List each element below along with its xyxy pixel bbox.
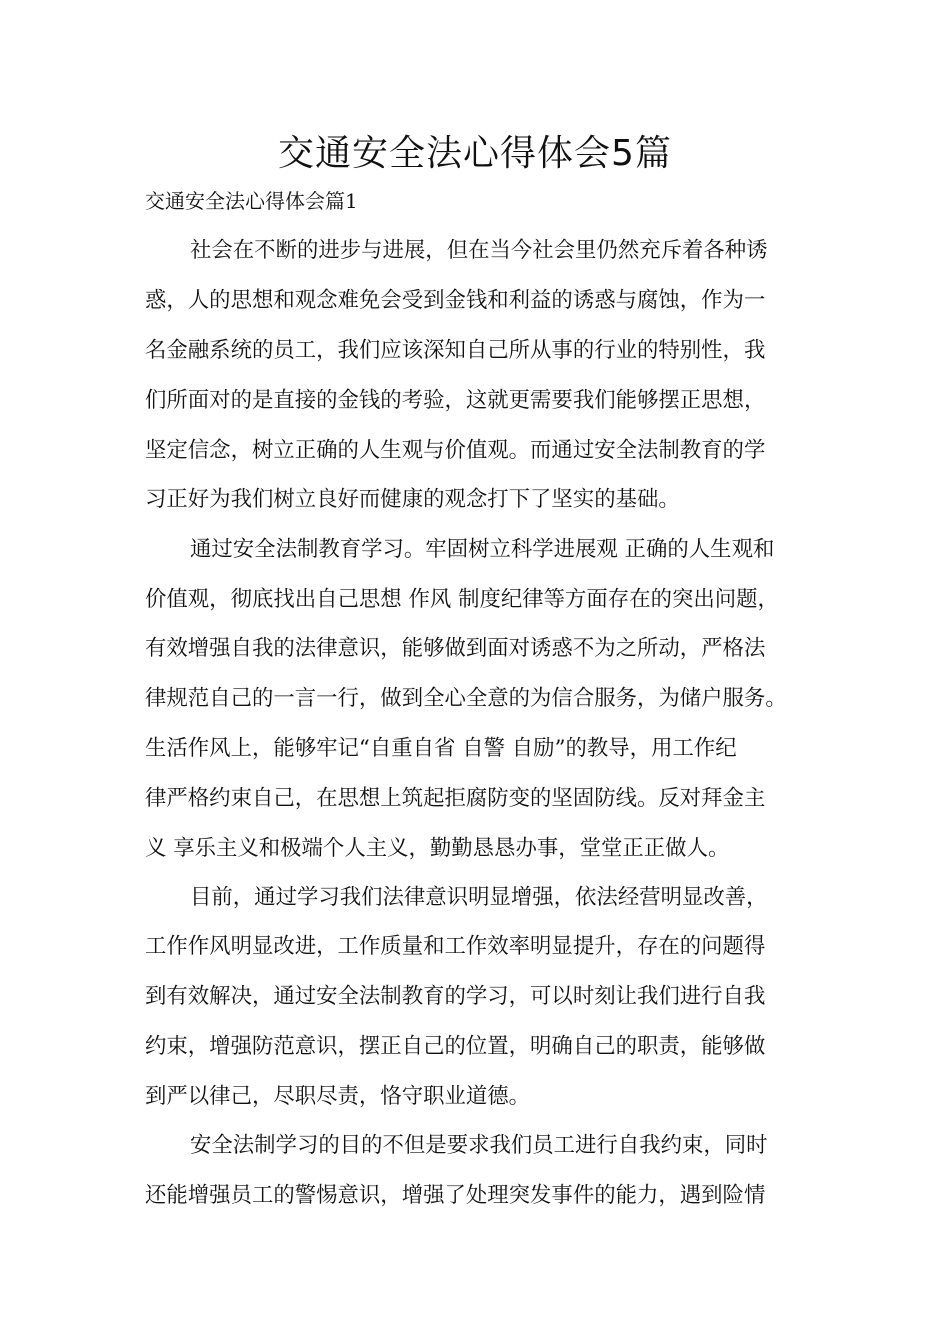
- text-line: 律规范自己的一言一行，做到全心全意的为信合服务，为储户服务。: [145, 686, 787, 711]
- text-line: 通过安全法制教育学习。牢固树立科学进展观 正确的人生观和: [190, 537, 775, 562]
- text-line: 还能增强员工的警惕意识，增强了处理突发事件的能力，遇到险情: [145, 1183, 766, 1208]
- text-line: 到有效解决，通过安全法制教育的学习，可以时刻让我们进行自我: [145, 984, 766, 1009]
- text-line: 惑，人的思想和观念难免会受到金钱和利益的诱惑与腐蚀，作为一: [145, 288, 766, 313]
- text-line: 习正好为我们树立良好而健康的观念打下了坚实的基础。: [145, 487, 680, 512]
- text-line: 们所面对的是直接的金钱的考验，这就更需要我们能够摆正思想，: [145, 388, 766, 413]
- text-line: 价值观，彻底找出自己思想 作风 制度纪律等方面存在的突出问题，: [145, 587, 779, 612]
- text-line: 约束，增强防范意识，摆正自己的位置，明确自己的职责，能够做: [145, 1034, 766, 1059]
- text-line: 律严格约束自己，在思想上筑起拒腐防变的坚固防线。反对拜金主: [145, 786, 766, 811]
- text-line: 义 享乐主义和极端个人主义，勤勤恳恳办事，堂堂正正做人。: [145, 836, 730, 861]
- text-line: 目前，通过学习我们法律意识明显增强，依法经营明显改善，: [190, 885, 768, 910]
- text-line: 坚定信念，树立正确的人生观与价值观。而通过安全法制教育的学: [145, 438, 766, 463]
- text-line: 有效增强自我的法律意识，能够做到面对诱惑不为之所动，严格法: [145, 636, 766, 661]
- text-line: 到严以律己，尽职尽责，恪守职业道德。: [145, 1084, 531, 1109]
- section-heading: 交通安全法心得体会篇1: [145, 189, 358, 213]
- text-line: 社会在不断的进步与进展，但在当今社会里仍然充斥着各种诱: [190, 238, 768, 263]
- text-line: 名金融系统的员工，我们应该深知自己所从事的行业的特别性，我: [145, 338, 766, 363]
- text-line: 生活作风上，能够牢记“自重自省 自警 自励”的教导，用工作纪: [145, 736, 737, 761]
- text-line: 工作作风明显改进，工作质量和工作效率明显提升，存在的问题得: [145, 934, 766, 959]
- document-title: 交通安全法心得体会5篇: [278, 133, 672, 174]
- text-line: 安全法制学习的目的不但是要求我们员工进行自我约束，同时: [190, 1133, 768, 1158]
